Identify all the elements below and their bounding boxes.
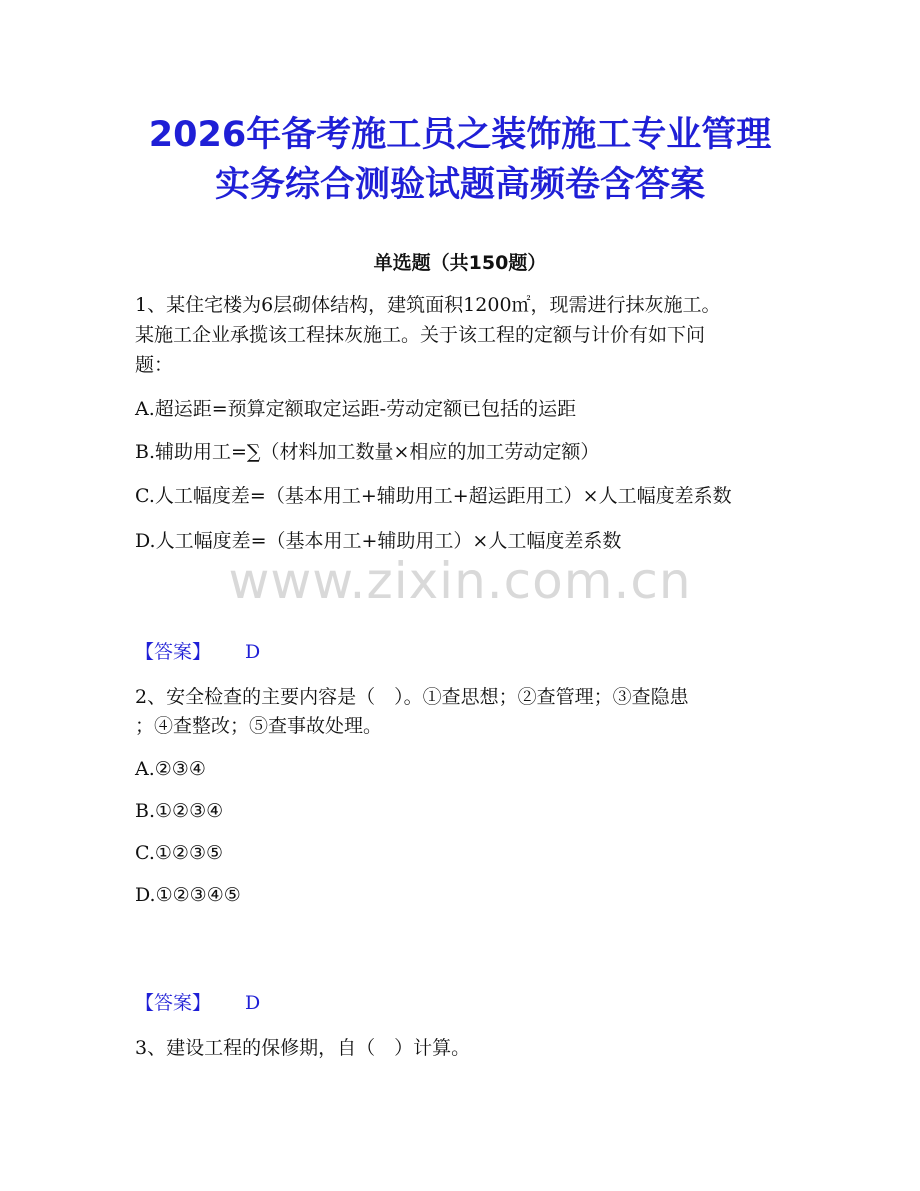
question-1-stem-line-2: 某施工企业承揽该工程抹灰施工。关于该工程的定额与计价有如下问 xyxy=(135,324,706,346)
question-1-stem-line-1: 1、某住宅楼为6层砌体结构，建筑面积1200㎡，现需进行抹灰施工。 xyxy=(135,294,721,316)
question-2-stem-line-2: ；④查整改；⑤查事故处理。 xyxy=(135,715,383,737)
question-2-option-a: A.②③④ xyxy=(135,758,206,780)
question-1-answer xyxy=(135,637,260,667)
question-2-answer xyxy=(135,988,260,1018)
question-2-stem-line-1: 2、安全检查的主要内容是（ ）。①查思想；②查管理；③查隐患 xyxy=(135,686,689,708)
question-1-option-d: D.人工幅度差=（基本用工+辅助用工）×人工幅度差系数 xyxy=(135,530,622,552)
question-1-stem-line-3: 题： xyxy=(135,354,174,376)
question-1-option-c: C.人工幅度差=（基本用工+辅助用工+超运距用工）×人工幅度差系数 xyxy=(135,485,732,507)
document-title-line-1: 2026年备考施工员之装饰施工专业管理 xyxy=(148,115,772,155)
question-3-stem-line-1: 3、建设工程的保修期，自（ ）计算。 xyxy=(135,1037,471,1059)
answer-label: 【答案】 xyxy=(135,992,212,1014)
watermark: www.zixin.com.cn xyxy=(228,552,692,610)
question-2-option-d: D.①②③④⑤ xyxy=(135,884,241,906)
question-2-option-b: B.①②③④ xyxy=(135,800,224,822)
document-title-line-2: 实务综合测验试题高频卷含答案 xyxy=(214,165,705,205)
question-1-option-a: A.超运距=预算定额取定运距-劳动定额已包括的运距 xyxy=(135,398,577,420)
question-2-option-c: C.①②③⑤ xyxy=(135,842,224,864)
section-heading: 单选题（共150题） xyxy=(373,252,547,274)
answer-value: D xyxy=(245,641,261,663)
answer-label: 【答案】 xyxy=(135,641,212,663)
answer-value: D xyxy=(245,992,261,1014)
question-1-option-b: B.辅助用工=∑（材料加工数量×相应的加工劳动定额） xyxy=(135,441,600,463)
